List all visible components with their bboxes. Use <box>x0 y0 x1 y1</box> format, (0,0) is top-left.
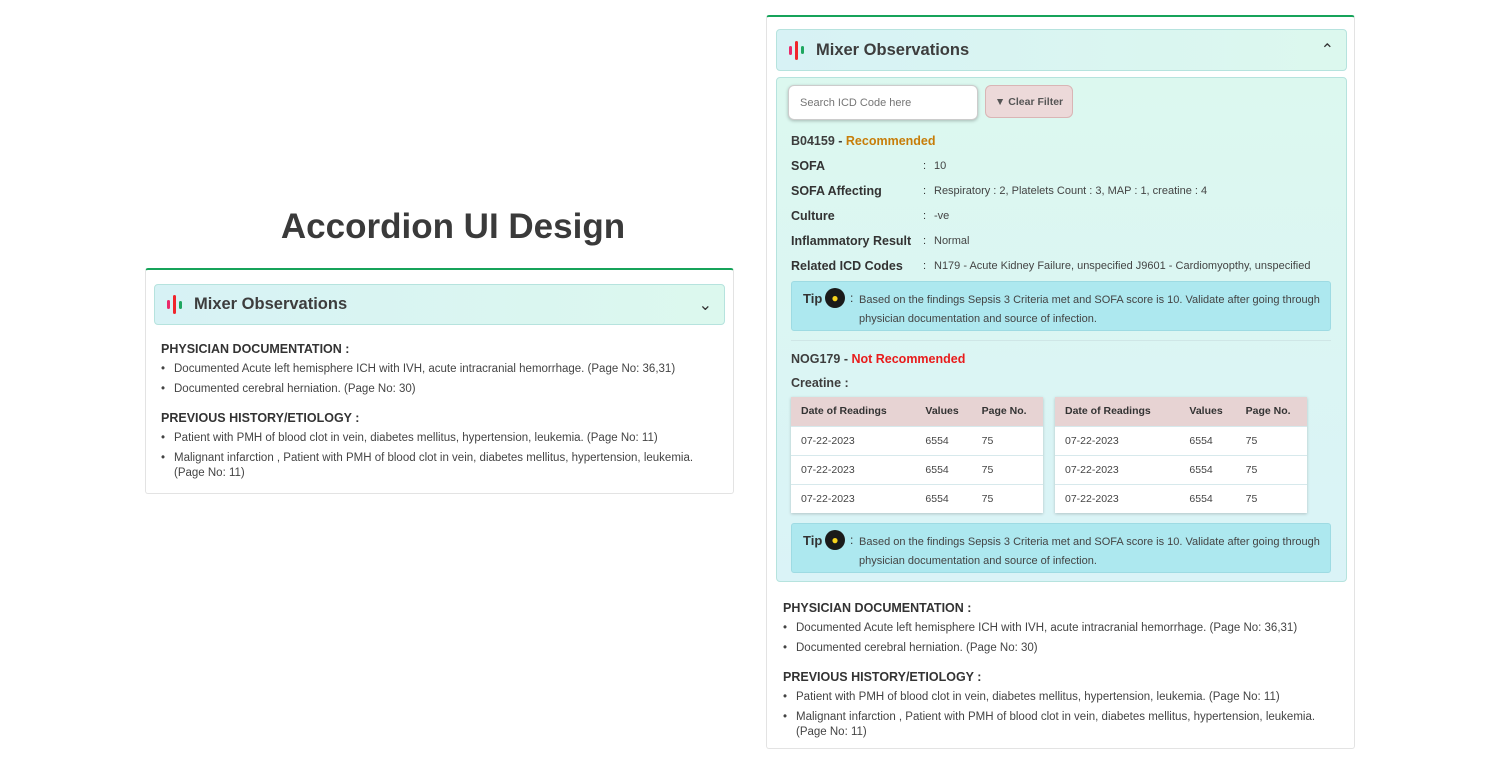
list-item: • Documented cerebral herniation. (Page No: 30) <box>161 382 701 397</box>
accordion-title: Mixer Observations <box>194 295 348 313</box>
readings-table: Date of Readings Values Page No. 07-22-2023 6554 75 07-22-2023 6554 75 07-22-2023 6554 75 <box>791 397 1043 513</box>
accordion-collapsed <box>145 268 734 494</box>
history-heading: PREVIOUS HISTORY/ETIOLOGY : <box>161 411 360 425</box>
mixer-logo-icon <box>167 295 182 314</box>
tip-box: Tip ● : Based on the findings Sepsis 3 Criteria met and SOFA score is 10. Validate after going through physician documentation and source of infection. <box>791 281 1331 331</box>
clear-filter-label: Clear Filter <box>1008 95 1064 108</box>
accordion-title: Mixer Observations <box>816 40 970 59</box>
status-badge: Not Recommended <box>851 352 966 366</box>
table-row: 07-22-2023 6554 75 <box>791 455 1043 484</box>
physician-heading: PHYSICIAN DOCUMENTATION : <box>783 601 972 615</box>
mixer-logo-icon <box>789 41 804 60</box>
search-icd-input[interactable] <box>788 85 978 120</box>
field-inflammatory: Inflammatory Result : Normal <box>791 234 970 248</box>
table-row: 07-22-2023 6554 75 <box>1055 484 1307 513</box>
page-title: Accordion UI Design <box>280 207 626 246</box>
table-row: 07-22-2023 6554 75 <box>791 426 1043 455</box>
field-sofa-affecting: SOFA Affecting : Respiratory : 2, Platelets Count : 3, MAP : 1, creatine : 4 <box>791 184 1208 198</box>
lightbulb-icon: ● <box>825 288 845 308</box>
accordion-header[interactable] <box>776 29 1347 71</box>
field-sofa: SOFA : 10 <box>791 159 947 173</box>
table-row: 07-22-2023 6554 75 <box>1055 426 1307 455</box>
observations-docs <box>783 601 1323 754</box>
status-badge: Recommended <box>845 134 936 148</box>
chevron-down-icon[interactable]: ⌄ <box>698 296 712 314</box>
list-item: • Malignant infarction , Patient with PMH of blood clot in vein, diabetes mellitus, hypertension, leukemia. (Page No: 11) <box>161 451 701 481</box>
list-item: • Documented cerebral herniation. (Page No: 30) <box>783 641 1323 656</box>
list-item: • Patient with PMH of blood clot in vein, diabetes mellitus, hypertension, leukemia. (Page No: 11) <box>783 690 1323 705</box>
clear-filter-button[interactable] <box>985 85 1073 118</box>
accordion-body <box>776 77 1347 582</box>
list-item: • Patient with PMH of blood clot in vein, diabetes mellitus, hypertension, leukemia. (Page No: 11) <box>161 431 701 446</box>
list-item: • Documented Acute left hemisphere ICH with IVH, acute intracranial hemorrhage. (Page No: 36,31) <box>161 362 701 377</box>
filter-clear-icon: ▼ <box>994 95 1006 108</box>
readings-table: Date of Readings Values Page No. 07-22-2023 6554 75 07-22-2023 6554 75 07-22-2023 6554 75 <box>1055 397 1307 513</box>
icd-code-heading: NOG179 - Not Recommended <box>791 352 966 366</box>
field-related-icd: Related ICD Codes : N179 - Acute Kidney Failure, unspecified J9601 - Cardiomyopthy, unspecified <box>791 259 1311 273</box>
observations-docs <box>161 342 701 495</box>
field-culture: Culture : -ve <box>791 209 950 223</box>
table-row: 07-22-2023 6554 75 <box>1055 455 1307 484</box>
accordion-header[interactable] <box>154 284 725 325</box>
physician-heading: PHYSICIAN DOCUMENTATION : <box>161 342 350 356</box>
icd-code-heading: B04159 - Recommended <box>791 134 936 148</box>
tip-box: Tip ● : Based on the findings Sepsis 3 Criteria met and SOFA score is 10. Validate after going through physician documentation and source of infection. <box>791 523 1331 573</box>
history-heading: PREVIOUS HISTORY/ETIOLOGY : <box>783 670 982 684</box>
list-item: • Documented Acute left hemisphere ICH with IVH, acute intracranial hemorrhage. (Page No: 36,31) <box>783 621 1323 636</box>
accordion-expanded <box>766 15 1355 749</box>
lightbulb-icon: ● <box>825 530 845 550</box>
divider <box>791 340 1331 341</box>
list-item: • Malignant infarction , Patient with PMH of blood clot in vein, diabetes mellitus, hypertension, leukemia. (Page No: 11) <box>783 710 1323 740</box>
creatine-label: Creatine : <box>791 376 849 390</box>
chevron-up-icon[interactable]: ⌃ <box>1320 42 1334 59</box>
table-row: 07-22-2023 6554 75 <box>791 484 1043 513</box>
